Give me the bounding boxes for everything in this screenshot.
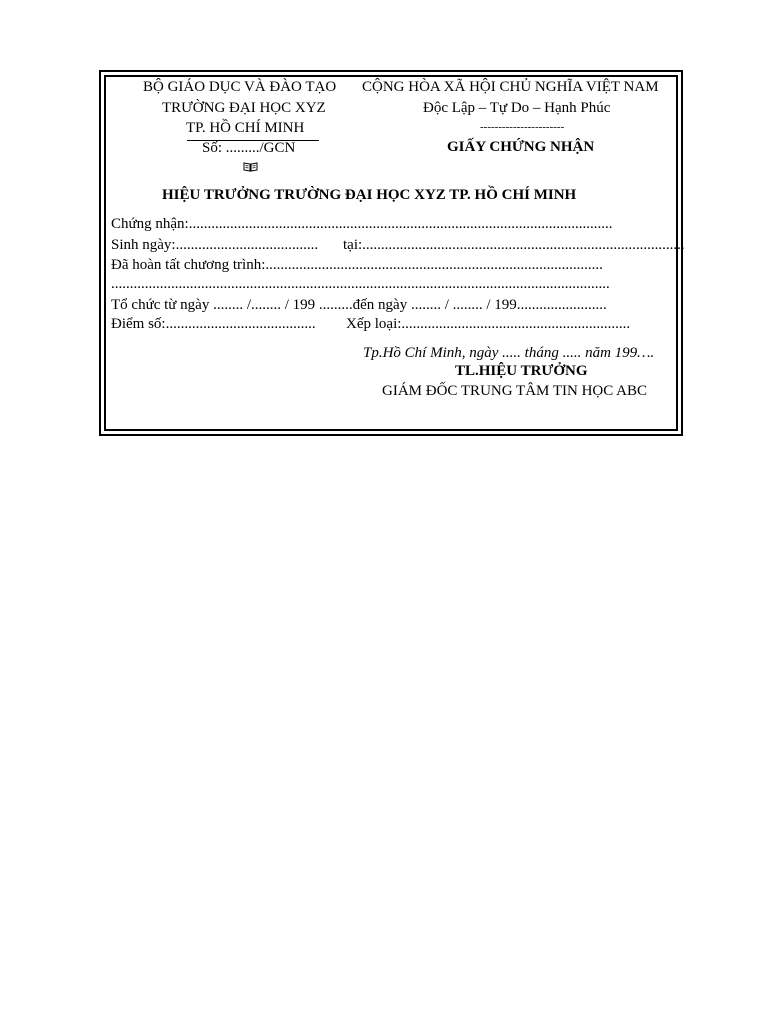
signer-position: GIÁM ĐỐC TRUNG TÂM TIN HỌC ABC	[382, 383, 648, 399]
document-number: Số: ........./GCN	[202, 140, 296, 156]
program-field: Đã hoàn tất chương trình:..........................................................................................	[111, 257, 603, 273]
signer-title: TL.HIỆU TRƯỞNG	[455, 363, 588, 379]
rank-field: Xếp loại:.............................................................	[346, 316, 631, 332]
city-name: TP. HỒ CHÍ MINH	[186, 120, 305, 136]
nation-name: CỘNG HÒA XÃ HỘI CHỦ NGHĨA VIỆT NAM	[362, 79, 659, 95]
signing-date: Tp.Hồ Chí Minh, ngày ..... tháng ..... năm 199….	[363, 345, 655, 361]
national-motto: Độc Lập – Tự Do – Hạnh Phúc	[423, 100, 611, 116]
period-field: Tổ chức từ ngày ........ /........ / 199 .........đến ngày ........ / ........ / 199........................	[111, 297, 607, 313]
school-name: TRƯỜNG ĐẠI HỌC XYZ	[162, 100, 326, 116]
birth-date-field: Sinh ngày:......................................	[111, 237, 319, 253]
ministry-name: BỘ GIÁO DỤC VÀ ĐÀO TẠO	[143, 79, 337, 95]
score-field: Điểm số:........................................	[111, 316, 316, 332]
certificate-heading: HIỆU TRƯỞNG TRƯỜNG ĐẠI HỌC XYZ TP. HỒ CHÍ MINH	[162, 187, 577, 203]
certify-field: Chứng nhận:.................................................................................................................	[111, 216, 613, 232]
book-icon	[243, 161, 258, 172]
document-title: GIẤY CHỨNG NHẬN	[447, 139, 595, 155]
program-continuation-line: .....................................................................................................................................	[111, 276, 610, 292]
motto-separator: -----------------------	[480, 121, 565, 133]
birth-place-field: tại:......................................................................................	[343, 237, 685, 253]
